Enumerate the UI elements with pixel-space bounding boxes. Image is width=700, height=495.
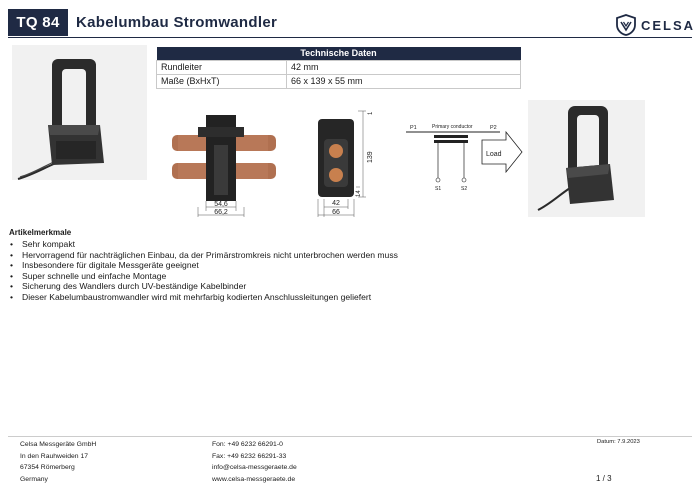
product-code-badge: TQ 84 xyxy=(8,9,68,36)
page-number: 1 / 3 xyxy=(596,474,612,483)
footer-web-link[interactable]: www.celsa-messgeraete.de xyxy=(212,475,296,483)
footer-divider xyxy=(8,436,692,437)
p2-label: P2 xyxy=(490,125,497,131)
features-list xyxy=(9,239,398,303)
side-view-drawing xyxy=(170,105,280,220)
footer-email-link[interactable]: info@celsa-messgeraete.de xyxy=(212,464,297,472)
s2-label: S2 xyxy=(461,186,468,192)
page-title: Kabelumbau Stromwandler xyxy=(76,14,278,31)
list-item: • Sicherung des Wandlers durch UV-beständige Kabelbinder xyxy=(9,281,398,292)
primary-conductor-label: Primary conductor xyxy=(432,124,473,130)
dim-height-label: 139 xyxy=(367,151,374,163)
product-photo-front xyxy=(12,45,147,180)
footer-address xyxy=(20,439,96,485)
footer-fax: Fax: +49 6232 66291-33 xyxy=(212,452,287,460)
celsa-logo xyxy=(616,12,696,38)
table-cell-value: 42 mm xyxy=(287,60,521,74)
dim-inner-label: 42 xyxy=(332,200,340,207)
tech-table-heading: Technische Daten xyxy=(157,47,521,60)
dim-inner-label: 54,6 xyxy=(214,201,228,208)
list-item: • Super schnelle und einfache Montage xyxy=(9,271,398,282)
product-photo-angled xyxy=(528,100,645,217)
footer-country: Germany xyxy=(20,475,48,483)
table-cell-label: Maße (BxHxT) xyxy=(157,74,287,88)
list-item: • Hervorragend für nachträglichen Einbau, da der Primärstromkreis nicht unterbrochen werden muss xyxy=(9,250,398,261)
header-divider xyxy=(8,37,692,38)
dim-top-label: 1 xyxy=(368,111,374,115)
footer-contact xyxy=(212,439,297,485)
table-cell-value: 66 x 139 x 55 mm xyxy=(287,74,521,88)
footer-phone: Fon: +49 6232 66291-0 xyxy=(212,441,283,448)
footer-company: Celsa Messgeräte GmbH xyxy=(20,441,97,448)
dim-outer-label: 66 xyxy=(332,209,340,216)
table-row xyxy=(157,74,521,88)
logo-text: CELSA xyxy=(641,17,696,33)
wiring-schematic xyxy=(402,118,524,198)
table-cell-label: Rundleiter xyxy=(157,60,287,74)
list-item: • Sehr kompakt xyxy=(9,239,398,250)
s1-label: S1 xyxy=(435,186,442,192)
p1-label: P1 xyxy=(410,125,417,131)
footer-street: In den Rauhweiden 17 xyxy=(20,452,89,460)
dim-outer-label: 66,2 xyxy=(214,209,228,216)
tech-data-table xyxy=(156,47,521,89)
list-item: • Insbesondere für digitale Messgeräte geeignet xyxy=(9,260,398,271)
celsa-shield-logo-icon xyxy=(616,14,636,36)
footer-city: 67354 Römerberg xyxy=(20,464,75,472)
table-row xyxy=(157,60,521,74)
load-label: Load xyxy=(486,151,502,158)
document-date: Datum: 7.9.2023 xyxy=(597,439,640,445)
list-item: • Dieser Kabelumbaustromwandler wird mit mehrfarbig kodierten Anschlussleitungen geliefert xyxy=(9,292,398,303)
features-heading: Artikelmerkmale xyxy=(9,228,72,237)
front-view-drawing xyxy=(310,105,380,220)
dim-bottom-label: 14 xyxy=(356,190,362,197)
